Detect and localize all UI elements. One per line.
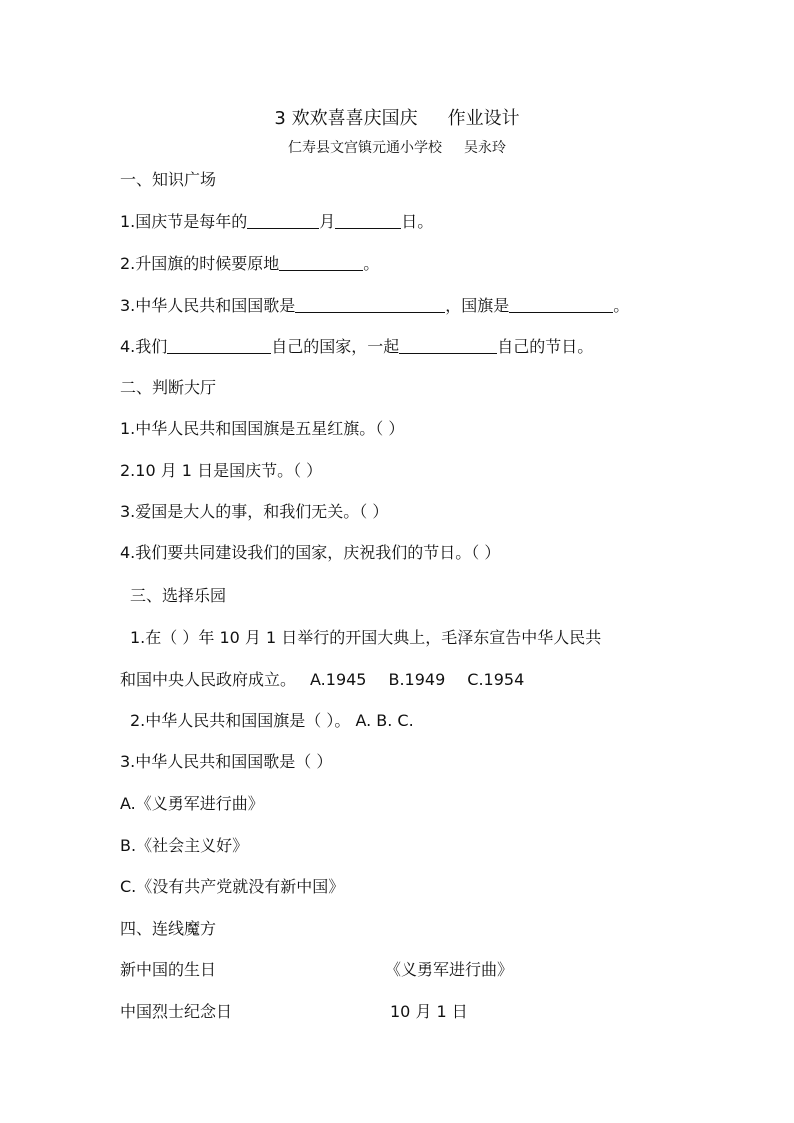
- worksheet-byline: [0, 138, 794, 158]
- q3-blank-flag[interactable]: [509, 296, 613, 313]
- q1-blank-day[interactable]: [335, 212, 401, 229]
- section1-q4: [120, 336, 593, 358]
- match-right-1: 《义勇军进行曲》: [385, 960, 514, 979]
- choice-q1-option-a: A.1945: [310, 670, 367, 689]
- choice-q1-line2-text: 和国中央人民政府成立。: [120, 670, 297, 689]
- judge-item-3: 3.爱国是大人的事，和我们无关。（ ）: [120, 502, 389, 521]
- q3-text-a: 3.中华人民共和国国歌是: [120, 296, 296, 315]
- section4-heading: 四、连线魔方: [120, 919, 217, 938]
- choice-q1-option-c: C.1954: [467, 670, 525, 689]
- q3-text-c: 。: [613, 296, 630, 315]
- choice-q3-option-a: A.《义勇军进行曲》: [120, 794, 264, 813]
- q1-text-b: 月: [319, 212, 336, 231]
- q3-text-b: ，国旗是: [445, 296, 510, 315]
- choice-q3: 3.中华人民共和国国歌是（ ）: [120, 752, 333, 771]
- q2-text-a: 2.升国旗的时候要原地: [120, 254, 280, 273]
- match-left-2: 中国烈士纪念日: [120, 1002, 233, 1021]
- school-name: 仁寿县文宫镇元通小学校: [288, 140, 442, 156]
- q4-text-b: 自己的国家，一起: [271, 337, 400, 356]
- worksheet-title: [0, 107, 794, 131]
- choice-q1-line1: 1.在（ ）年 10 月 1 日举行的开国大典上，毛泽东宣告中华人民共: [130, 628, 602, 647]
- judge-item-2: 2.10 月 1 日是国庆节。（ ）: [120, 461, 323, 480]
- q2-text-b: 。: [363, 254, 380, 273]
- q1-text-c: 日。: [401, 212, 434, 231]
- choice-q1-line2: [120, 669, 524, 691]
- section1-heading: 一、知识广场: [120, 170, 217, 189]
- choice-q3-option-b: B.《社会主义好》: [120, 836, 249, 855]
- section1-q2: [120, 253, 379, 275]
- author-name: 吴永玲: [464, 140, 506, 156]
- judge-item-1: 1.中华人民共和国国旗是五星红旗。（ ）: [120, 419, 405, 438]
- judge-item-4: 4.我们要共同建设我们的国家，庆祝我们的节日。（ ）: [120, 543, 501, 562]
- q4-text-c: 自己的节日。: [497, 337, 594, 356]
- q1-text-a: 1.国庆节是每年的: [120, 212, 248, 231]
- q2-blank[interactable]: [279, 254, 363, 271]
- choice-q3-option-c: C.《没有共产党就没有新中国》: [120, 877, 345, 896]
- match-right-2: 10 月 1 日: [390, 1002, 468, 1021]
- section1-q3: [120, 295, 629, 317]
- choice-q2: 2.中华人民共和国国旗是（ ）。 A. B. C.: [130, 711, 414, 730]
- title-main: 3 欢欢喜喜庆国庆: [274, 108, 418, 129]
- title-sub: 作业设计: [447, 108, 520, 129]
- section1-q1: [120, 211, 433, 233]
- q4-blank-1[interactable]: [167, 337, 271, 354]
- choice-q1-option-b: B.1949: [388, 670, 446, 689]
- q1-blank-month[interactable]: [247, 212, 319, 229]
- q4-blank-2[interactable]: [399, 337, 497, 354]
- q3-blank-anthem[interactable]: [295, 296, 445, 313]
- q4-text-a: 4.我们: [120, 337, 168, 356]
- section3-heading: 三、选择乐园: [130, 586, 227, 605]
- section2-heading: 二、判断大厅: [120, 378, 217, 397]
- match-left-1: 新中国的生日: [120, 960, 217, 979]
